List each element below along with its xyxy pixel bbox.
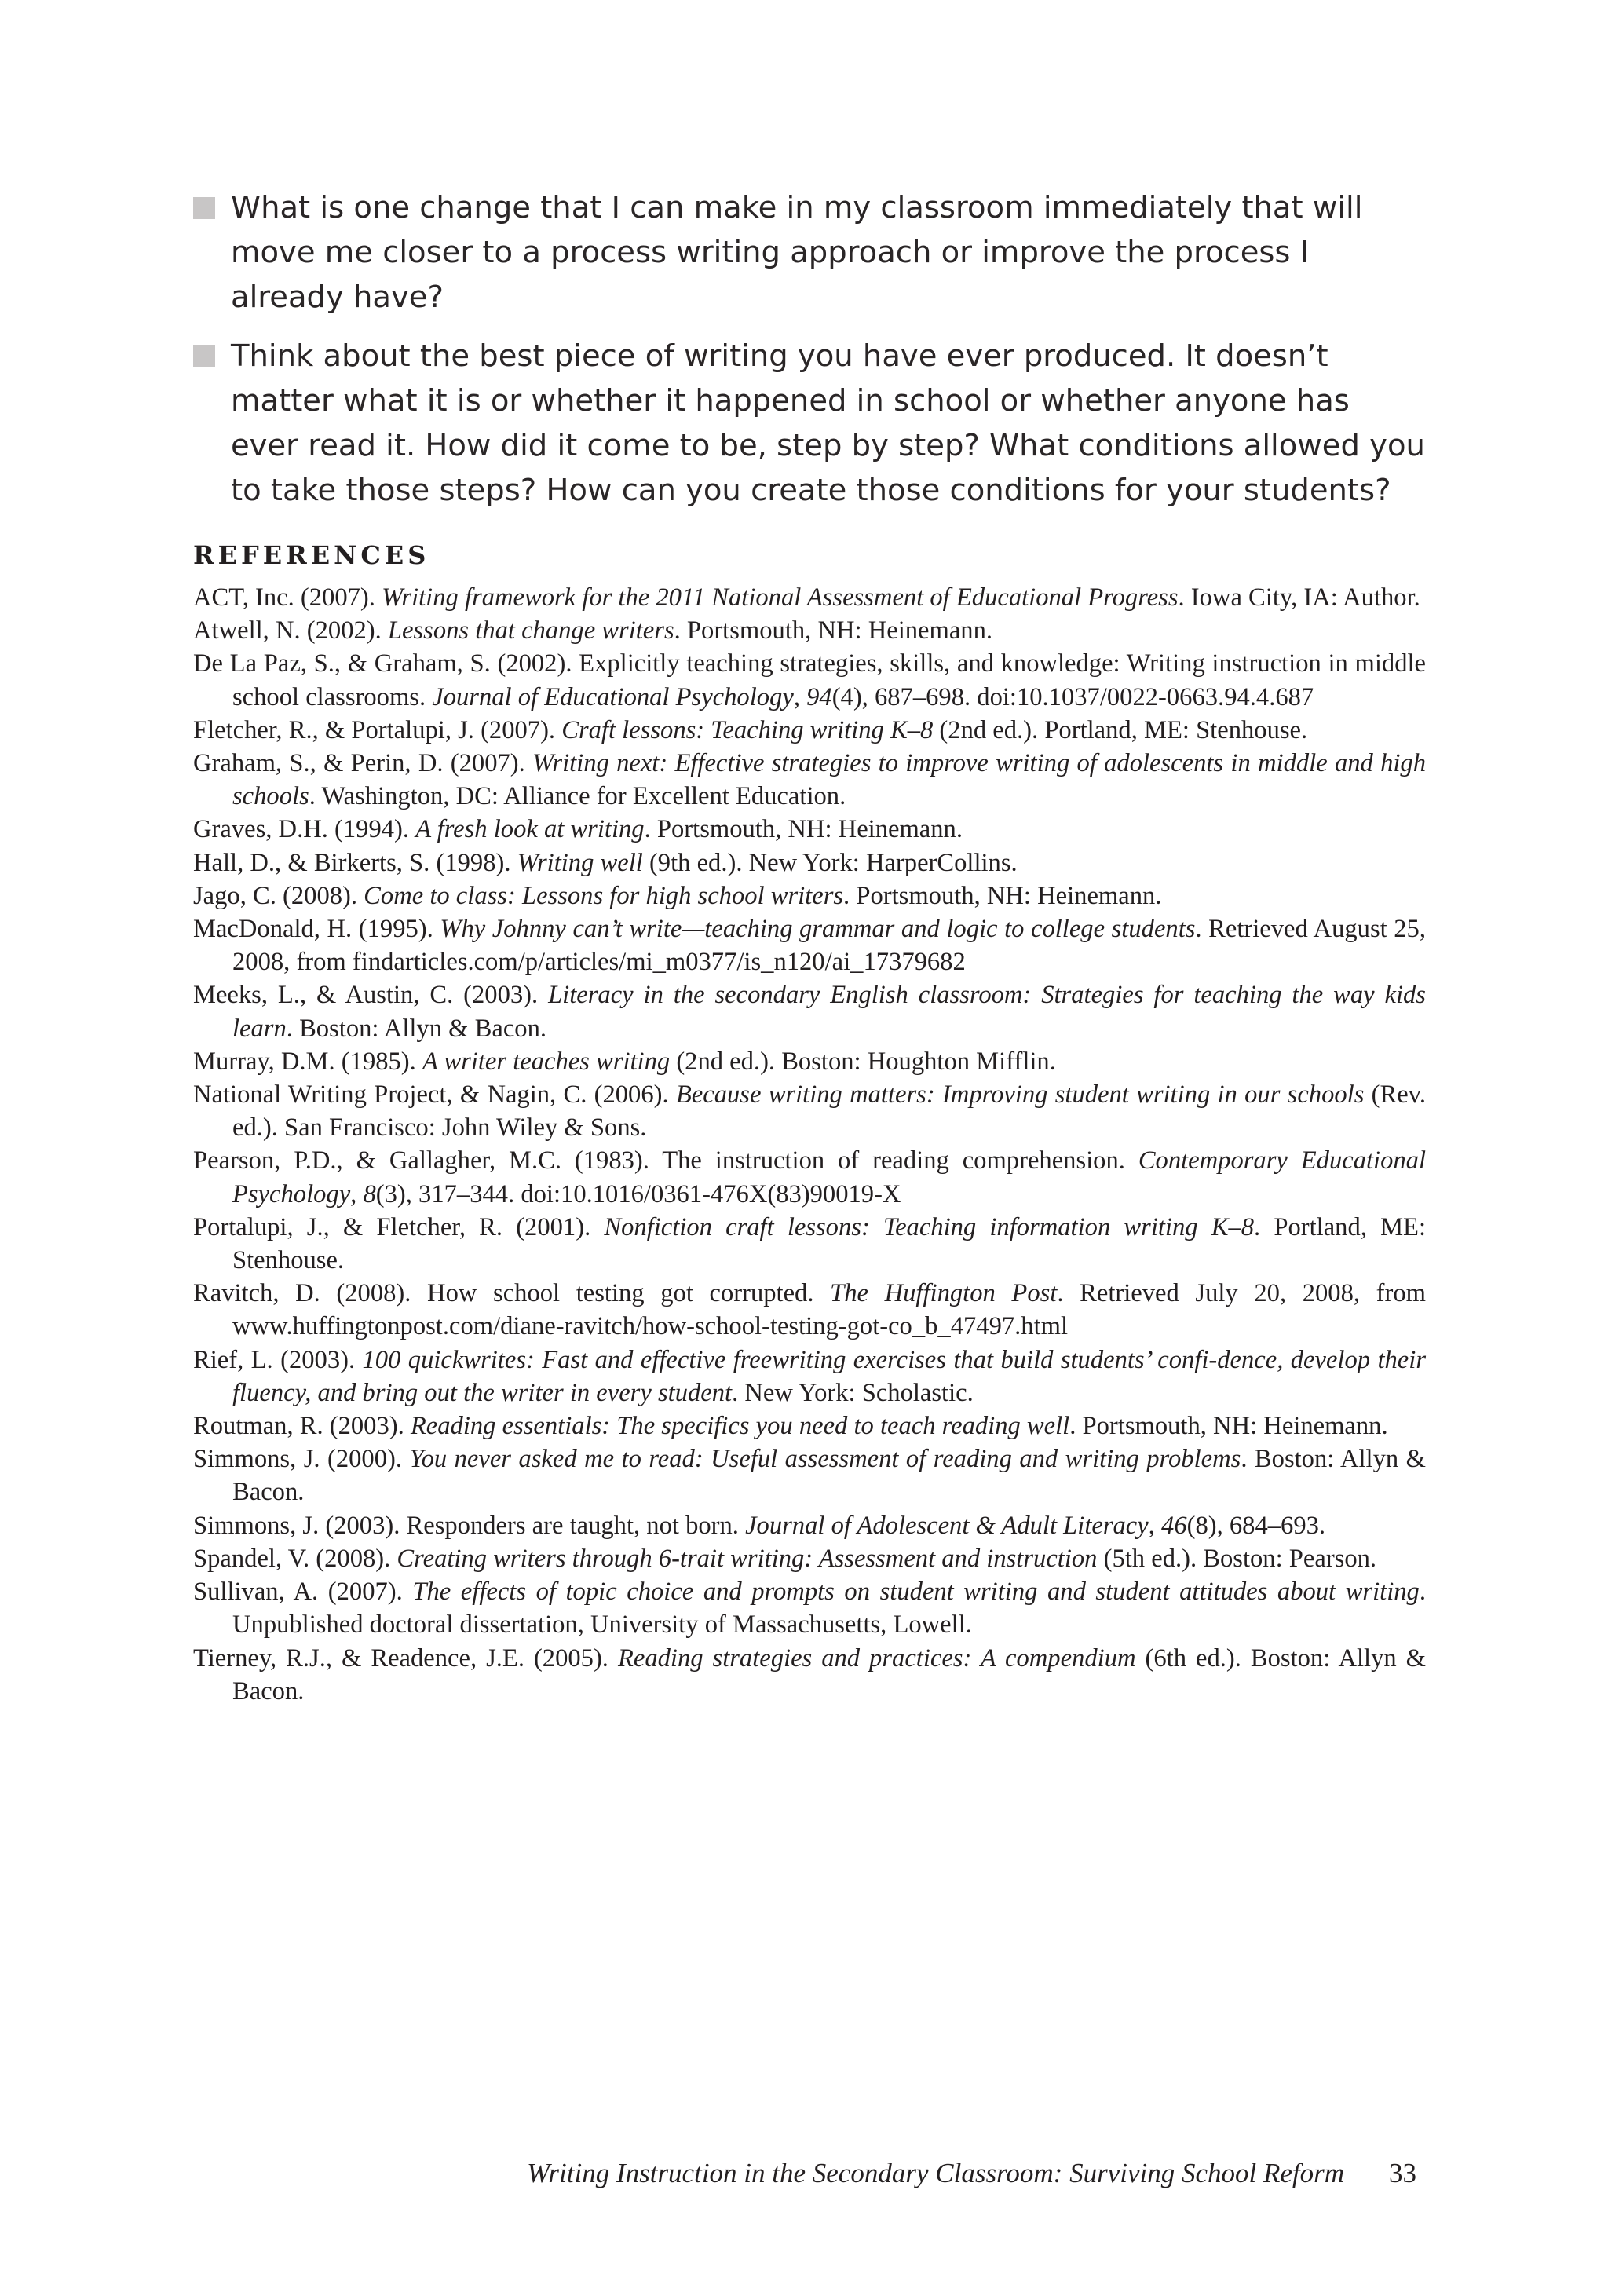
reference-text: . Portsmouth, NH: Heinemann.: [674, 616, 993, 645]
reference-entry: [193, 747, 1426, 813]
reference-entry: [193, 647, 1426, 713]
reference-entry: [193, 1542, 1426, 1575]
reference-italic-text: 46: [1161, 1511, 1187, 1540]
reference-italic-text: 8: [363, 1179, 376, 1208]
reference-italic-text: A fresh look at writing: [415, 815, 645, 844]
reference-text: Meeks, L., & Austin, C. (2003).: [193, 981, 549, 1010]
reference-entry: [193, 1344, 1426, 1409]
references-heading: REFERENCES: [193, 540, 430, 570]
reference-text: . Washington, DC: Alliance for Excellent Education.: [309, 782, 846, 811]
running-footer-title: Writing Instruction in the Secondary Classroom: Surviving School Reform: [527, 2158, 1344, 2188]
reference-entry: [193, 846, 1426, 879]
reference-text: ,: [350, 1179, 364, 1208]
reference-text: (3), 317–344. doi:10.1016/0361-476X(83)90019-X: [375, 1179, 901, 1208]
reference-text: Graham, S., & Perin, D. (2007).: [193, 749, 533, 778]
reference-entry: [193, 1144, 1426, 1210]
reference-italic-text: Nonfiction craft lessons: Teaching information writing K–8: [604, 1212, 1255, 1241]
reference-text: Portalupi, J., & Fletcher, R. (2001).: [193, 1212, 605, 1241]
bullet-text: What is one change that I can make in my classroom immediately that will move me closer to a process writing approach or improve the process I already have?: [231, 190, 1363, 315]
reference-text: Spandel, V. (2008).: [193, 1544, 397, 1573]
square-bullet-icon: [193, 345, 215, 367]
reference-italic-text: Literacy in the secondary English classroom: Strategies for teaching the way kids learn: [232, 981, 1426, 1043]
page-number: 33: [1389, 2158, 1416, 2188]
reference-text: . Portsmouth, NH: Heinemann.: [843, 881, 1162, 910]
reference-entry: [193, 714, 1426, 747]
reference-text: . Boston: Allyn & Bacon.: [286, 1014, 547, 1043]
reference-italic-text: Writing next: Effective strategies to improve writing of adolescents in middle and high schools: [232, 749, 1427, 811]
reference-text: . Portsmouth, NH: Heinemann.: [1069, 1412, 1388, 1441]
reference-italic-text: The effects of topic choice and prompts on student writing and student attitudes about writing: [412, 1578, 1420, 1607]
reference-italic-text: A writer teaches writing: [422, 1047, 671, 1076]
reference-entry: [193, 1409, 1426, 1442]
reference-text: Tierney, R.J., & Readence, J.E. (2005).: [193, 1643, 618, 1673]
reference-text: (2nd ed.). Boston: Houghton Mifflin.: [670, 1047, 1056, 1076]
reference-text: (9th ed.). New York: HarperCollins.: [642, 848, 1018, 877]
reference-italic-text: You never asked me to read: Useful assessment of reading and writing problems: [409, 1445, 1241, 1474]
reference-entry: [193, 1642, 1426, 1708]
reference-italic-text: 100 quickwrites: Fast and effective freewriting exercises that build students’ confi-dence, develop their fluency, and bring out the writer in every student: [232, 1345, 1426, 1407]
reference-entry: [193, 912, 1426, 978]
reference-text: (6th ed.). Boston: Allyn & Bacon.: [232, 1643, 1426, 1706]
reference-entry: [193, 1078, 1426, 1144]
reference-entry: [193, 813, 1426, 846]
reference-italic-text: Lessons that change writers: [387, 616, 674, 645]
reference-text: . Boston: Allyn & Bacon.: [232, 1445, 1426, 1507]
reference-text: . New York: Scholastic.: [732, 1378, 974, 1407]
reference-text: . Retrieved August 25, 2008, from findarticles.com/p/articles/mi_m0377/is_n120/ai_17379682: [232, 915, 1426, 977]
reference-entry: [193, 1442, 1426, 1508]
references-list: [193, 581, 1426, 1708]
reference-text: (4), 687–698. doi:10.1037/0022-0663.94.4.687: [831, 682, 1314, 711]
reference-text: Hall, D., & Birkerts, S. (1998).: [193, 848, 517, 877]
reference-text: ,: [793, 682, 807, 711]
reference-italic-text: Reading strategies and practices: A compendium: [617, 1643, 1136, 1673]
reference-entry: [193, 581, 1426, 614]
reference-italic-text: Journal of Educational Psychology: [432, 682, 794, 711]
reference-text: Jago, C. (2008).: [193, 881, 364, 910]
reference-entry: [193, 1277, 1426, 1343]
reference-italic-text: Come to class: Lessons for high school writers: [364, 881, 844, 910]
reference-text: (Rev. ed.). San Francisco: John Wiley & Sons.: [232, 1080, 1426, 1143]
reference-text: (8), 684–693.: [1186, 1511, 1326, 1540]
reference-entry: [193, 614, 1426, 647]
reference-text: . Portsmouth, NH: Heinemann.: [644, 815, 963, 844]
reference-italic-text: The Huffington Post: [830, 1279, 1058, 1308]
reference-text: De La Paz, S., & Graham, S. (2002). Explicitly teaching strategies, skills, and knowledge: Writing instruction in middle school classrooms.: [193, 649, 1426, 711]
reference-text: . Iowa City, IA: Author.: [1178, 583, 1420, 612]
bullet-item: [193, 185, 1426, 320]
reference-italic-text: Why Johnny can’t write—teaching grammar and logic to college students: [440, 915, 1196, 944]
reference-italic-text: Craft lessons: Teaching writing K–8: [561, 715, 934, 744]
reference-entry: [193, 1575, 1426, 1641]
reference-text: (5th ed.). Boston: Pearson.: [1097, 1544, 1377, 1573]
reference-entry: [193, 1211, 1426, 1277]
reference-text: MacDonald, H. (1995).: [193, 915, 440, 944]
reference-entry: [193, 1045, 1426, 1078]
reflection-questions: [193, 185, 1426, 527]
reference-text: ACT, Inc. (2007).: [193, 583, 382, 612]
bullet-item: [193, 334, 1426, 513]
square-bullet-icon: [193, 197, 215, 219]
reference-text: National Writing Project, & Nagin, C. (2006).: [193, 1080, 676, 1110]
reference-text: Fletcher, R., & Portalupi, J. (2007).: [193, 715, 562, 744]
reference-text: Pearson, P.D., & Gallagher, M.C. (1983). The instruction of reading comprehension.: [193, 1146, 1138, 1175]
reference-italic-text: Writing framework for the 2011 National Assessment of Educational Progress: [382, 583, 1179, 612]
reference-text: Sullivan, A. (2007).: [193, 1578, 413, 1607]
reference-text: . Retrieved July 20, 2008, from www.huffingtonpost.com/diane-ravitch/how-school-testing-got-co_b_47497.html: [232, 1279, 1426, 1341]
reference-entry: [193, 1509, 1426, 1542]
reference-entry: [193, 978, 1426, 1044]
reference-italic-text: Writing well: [517, 848, 643, 877]
reference-italic-text: Journal of Adolescent & Adult Literacy: [745, 1511, 1149, 1540]
reference-italic-text: Because writing matters: Improving student writing in our schools: [675, 1080, 1365, 1110]
reference-text: ,: [1148, 1511, 1162, 1540]
reference-text: Murray, D.M. (1985).: [193, 1047, 422, 1076]
reference-text: (2nd ed.). Portland, ME: Stenhouse.: [933, 715, 1308, 744]
reference-text: Rief, L. (2003).: [193, 1345, 363, 1374]
bullet-text: Think about the best piece of writing you have ever produced. It doesn’t matter what it is or whether it happened in school or whether anyone has ever read it. How did it come to be, step by step? What conditions allowed you to take those steps? How can you create those conditions for your students?: [231, 338, 1425, 508]
reference-text: Simmons, J. (2003). Responders are taught, not born.: [193, 1511, 746, 1540]
reference-text: Ravitch, D. (2008). How school testing got corrupted.: [193, 1279, 831, 1308]
reference-italic-text: Reading essentials: The specifics you need to teach reading well: [410, 1412, 1070, 1441]
reference-italic-text: 94: [806, 682, 832, 711]
reference-text: . Unpublished doctoral dissertation, University of Massachusetts, Lowell.: [232, 1578, 1426, 1640]
reference-italic-text: Contemporary Educational Psychology: [232, 1146, 1427, 1208]
reference-text: Graves, D.H. (1994).: [193, 815, 416, 844]
reference-text: Simmons, J. (2000).: [193, 1445, 410, 1474]
reference-entry: [193, 879, 1426, 912]
reference-text: Routman, R. (2003).: [193, 1412, 411, 1441]
reference-italic-text: Creating writers through 6-trait writing: Assessment and instruction: [397, 1544, 1098, 1573]
reference-text: Atwell, N. (2002).: [193, 616, 388, 645]
reference-text: . Portland, ME: Stenhouse.: [232, 1212, 1426, 1275]
